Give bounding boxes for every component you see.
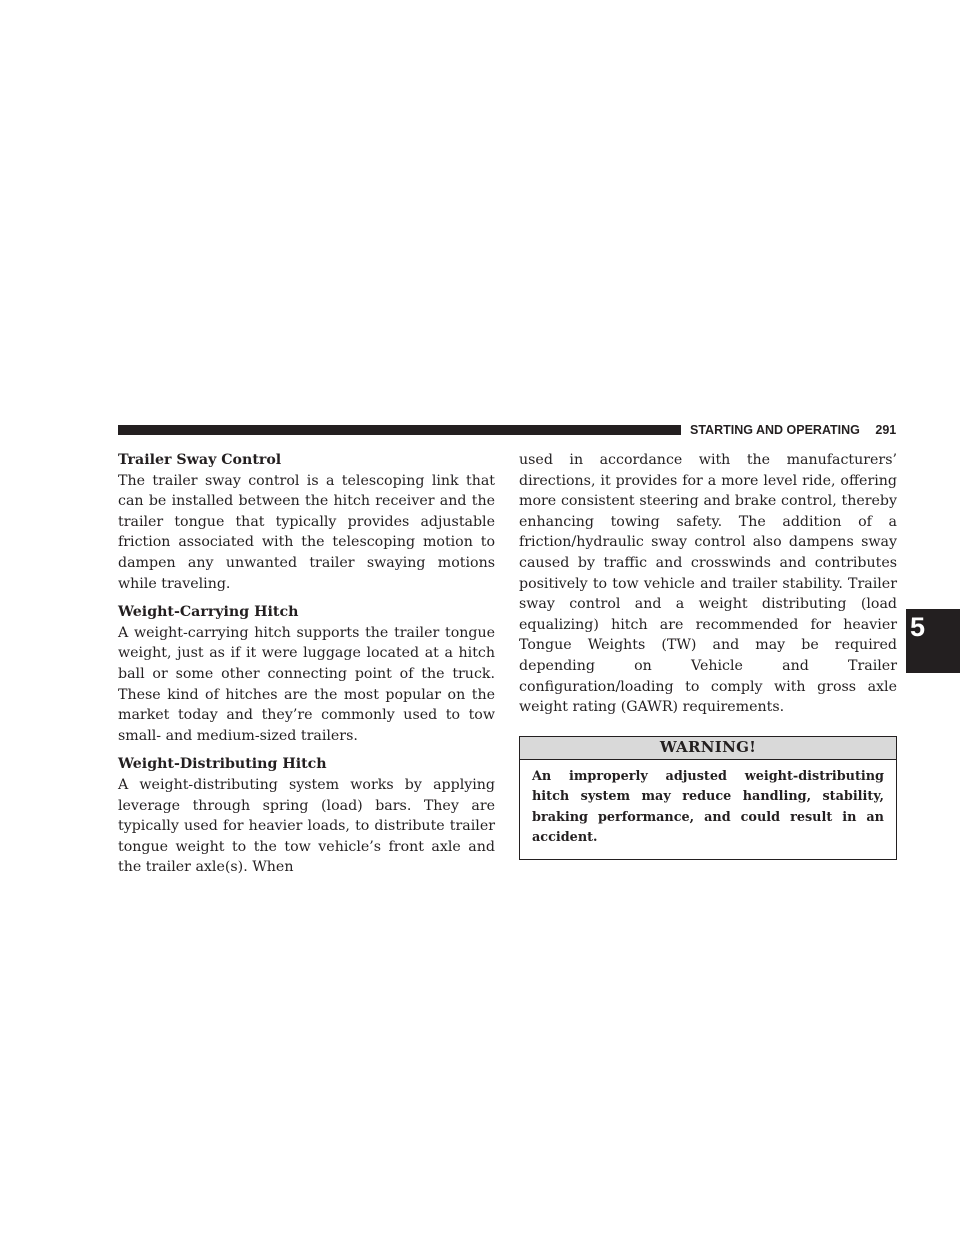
heading-trailer-sway-control: Trailer Sway Control [118, 452, 282, 468]
heading-weight-distributing-hitch: Weight-Distributing Hitch [118, 756, 327, 773]
right-column [519, 450, 897, 860]
paragraph-weight-distributing-hitch: A weight-distributing system works by applying leverage through spring (load) bars. They are typically used for heavier loads, to distribute trailer tongue weight to the tow vehicle’s front axle and the trailer axle(s). When [118, 776, 495, 876]
running-header [690, 422, 896, 438]
paragraph-weight-carrying-hitch: A weight-carrying hitch supports the trailer tongue weight, just as if it were luggage located at a hitch ball or some other connecting point of the truck. These kind of hitches are the most popular on the market today and they’re commonly used to tow small- and medium-sized trailers. [118, 624, 495, 744]
page-number: 291 [875, 423, 897, 437]
chapter-number: 5 [910, 612, 926, 642]
section-title: STARTING AND OPERATING [690, 423, 860, 437]
warning-box [519, 736, 897, 860]
warning-text: An improperly adjusted weight-distributing hitch system may reduce handling, stability, braking performance, and could result in an accident. [532, 768, 884, 846]
header-rule [118, 425, 681, 435]
paragraph-continued: used in accordance with the manufacturers’ directions, it provides for a more level ride, offering more consistent steering and brake control, thereby enhancing towing safety. The addition of a friction/hydraulic sway control also dampens sway caused by traffic and crosswinds and contributes positively to tow vehicle and trailer stability. Trailer sway control and a weight distributing (load equalizing) hitch are recommended for heavier Tongue Weights (TW) and may be required depending on Vehicle and Trailer configuration/loading to comply with gross axle weight rating (GAWR) requirements. [519, 452, 897, 716]
heading-weight-carrying-hitch: Weight-Carrying Hitch [118, 604, 299, 621]
paragraph-trailer-sway-control: The trailer sway control is a telescoping link that can be installed between the hitch receiver and the trailer tongue that typically provides adjustable friction associated with the telescoping motion to dampen any unwanted trailer swaying motions while traveling. [118, 472, 495, 592]
chapter-tab [906, 609, 960, 673]
warning-title: WARNING! [520, 737, 896, 760]
left-column [118, 450, 495, 878]
